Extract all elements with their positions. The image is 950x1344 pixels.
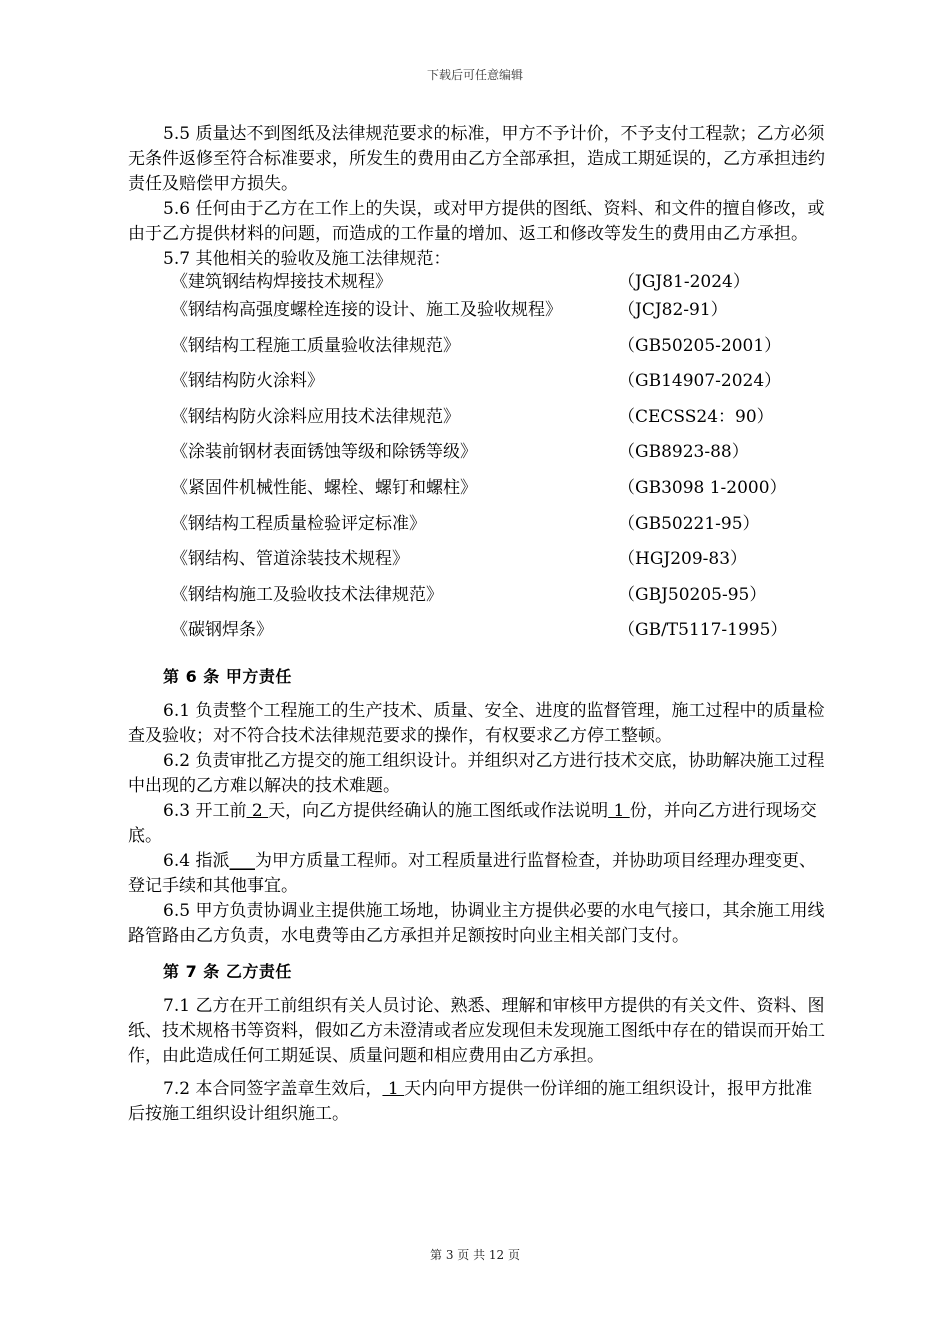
clause-6-5: 6.5 甲方负责协调业主提供施工场地，协调业主方提供必要的水电气接口，其余施工用线路管路由乙方负责，水电费等由乙方承担并足额按时向业主相关部门支付。 (128, 900, 825, 946)
clause-6-3-days: 2 (246, 800, 269, 821)
standard-row (128, 298, 828, 334)
standard-name: 《碳钢焊条》 (171, 620, 273, 641)
clause-6-3 (128, 799, 828, 849)
section-7-heading: 第 7 条 乙方责任 (163, 961, 292, 981)
clause-7-2-text-a: 7.2 本合同签字盖章生效后， (163, 1078, 383, 1099)
clause-6-3-copies: 1 (608, 800, 630, 821)
standard-name: 《紧固件机械性能、螺栓、螺钉和螺柱》 (171, 477, 477, 498)
standard-code: （CECSS24：90） (618, 406, 774, 427)
clause-6-3-text-a: 6.3 开工前 (163, 800, 247, 821)
clause-6-4-text-b: 为甲方质量工程师。对工程质量进行监督检查，并协助项目经理办理变更、登记手续和其他事宜。 (128, 850, 816, 896)
standard-name: 《钢结构工程施工质量验收法律规范》 (171, 335, 460, 356)
clause-5-5: 5.5 质量达不到图纸及法律规范要求的标准，甲方不予计价，不予支付工程款；乙方必须无条件返修至符合标准要求，所发生的费用由乙方全部承担，造成工期延误的，乙方承担违约责任及赔偿甲方损失。 (128, 124, 825, 194)
standard-row (128, 440, 828, 476)
standard-code: （JGJ81-2024） (618, 272, 750, 292)
clause-6-4 (128, 849, 828, 899)
clause-6-3-text-b: 天，向乙方提供经确认的施工图纸或作法说明 (268, 800, 609, 821)
clause-6-4-blank: ___ (229, 850, 255, 871)
standard-code: （GB8923-88） (618, 442, 749, 463)
standard-code: （GB50205-2001） (618, 335, 782, 356)
clause-6-1: 6.1 负责整个工程施工的生产技术、质量、安全、进度的监督管理，施工过程中的质量检查及验收；对不符合技术法律规范要求的操作，有权要求乙方停工整顿。 (128, 700, 825, 746)
clause-7-2-text-b: 天内向甲方提供一份详细的施工组织设计，报甲方批准后按施工组织设计组织施工。 (128, 1078, 813, 1124)
standard-row (128, 583, 828, 619)
standard-name: 《钢结构施工及验收技术法律规范》 (171, 584, 443, 605)
standard-code: （GB50221-95） (618, 513, 760, 534)
standard-name: 《钢结构、管道涂装技术规程》 (171, 549, 409, 570)
clause-6-3-text-c: 份，并向乙方进行现场交底。 (128, 800, 817, 846)
document-body (128, 122, 828, 1127)
standard-code: （GBJ50205-95） (618, 584, 767, 605)
standard-name: 《钢结构防火涂料应用技术法律规范》 (171, 406, 460, 427)
section-6-heading: 第 6 条 甲方责任 (163, 666, 292, 686)
standard-code: （HGJ209-83） (618, 549, 748, 570)
standard-name: 《钢结构防火涂料》 (171, 371, 324, 392)
standard-row (128, 476, 828, 512)
standard-row (128, 405, 828, 441)
clause-7-2 (128, 1077, 828, 1127)
clause-7-2-days: 1 (382, 1078, 405, 1099)
standard-row (128, 618, 828, 654)
clause-5-6: 5.6 任何由于乙方在工作上的失误，或对甲方提供的图纸、资料、和文件的擅自修改，或由于乙方提供材料的问题，而造成的工作量的增加、返工和修改等发生的费用由乙方承担。 (128, 199, 825, 244)
standard-row (128, 270, 828, 298)
standard-code: （JCJ82-91） (618, 300, 728, 320)
standard-row (128, 369, 828, 405)
page-footer: 第 3 页 共 12 页 (430, 1248, 520, 1262)
standards-list (128, 270, 828, 654)
standard-code: （GB14907-2024） (618, 371, 782, 392)
clause-6-4-text-a: 6.4 指派 (163, 850, 230, 871)
standard-row (128, 547, 828, 583)
standard-name: 《建筑钢结构焊接技术规程》 (171, 272, 392, 292)
page-header: 下载后可任意编辑 (426, 68, 523, 82)
standard-code: （GB/T5117-1995） (618, 620, 788, 641)
clause-5-7: 5.7 其他相关的验收及施工法律规范： (163, 249, 451, 269)
standard-name: 《钢结构高强度螺栓连接的设计、施工及验收规程》 (171, 300, 562, 320)
standard-row (128, 512, 828, 548)
standard-name: 《涂装前钢材表面锈蚀等级和除锈等级》 (171, 442, 477, 463)
standard-code: （GB3098 1-2000） (618, 477, 787, 498)
clause-6-2: 6.2 负责审批乙方提交的施工组织设计。并组织对乙方进行技术交底，协助解决施工过程中出现的乙方难以解决的技术难题。 (128, 750, 825, 796)
standard-name: 《钢结构工程质量检验评定标准》 (171, 513, 426, 534)
standard-row (128, 334, 828, 370)
clause-7-1: 7.1 乙方在开工前组织有关人员讨论、熟悉、理解和审核甲方提供的有关文件、资料、图纸、技术规格书等资料，假如乙方未澄清或者应发现但未发现施工图纸中存在的错误而开始工作，由此造成任何工期延误、质量问题和相应费用由乙方承担。 (128, 995, 825, 1066)
